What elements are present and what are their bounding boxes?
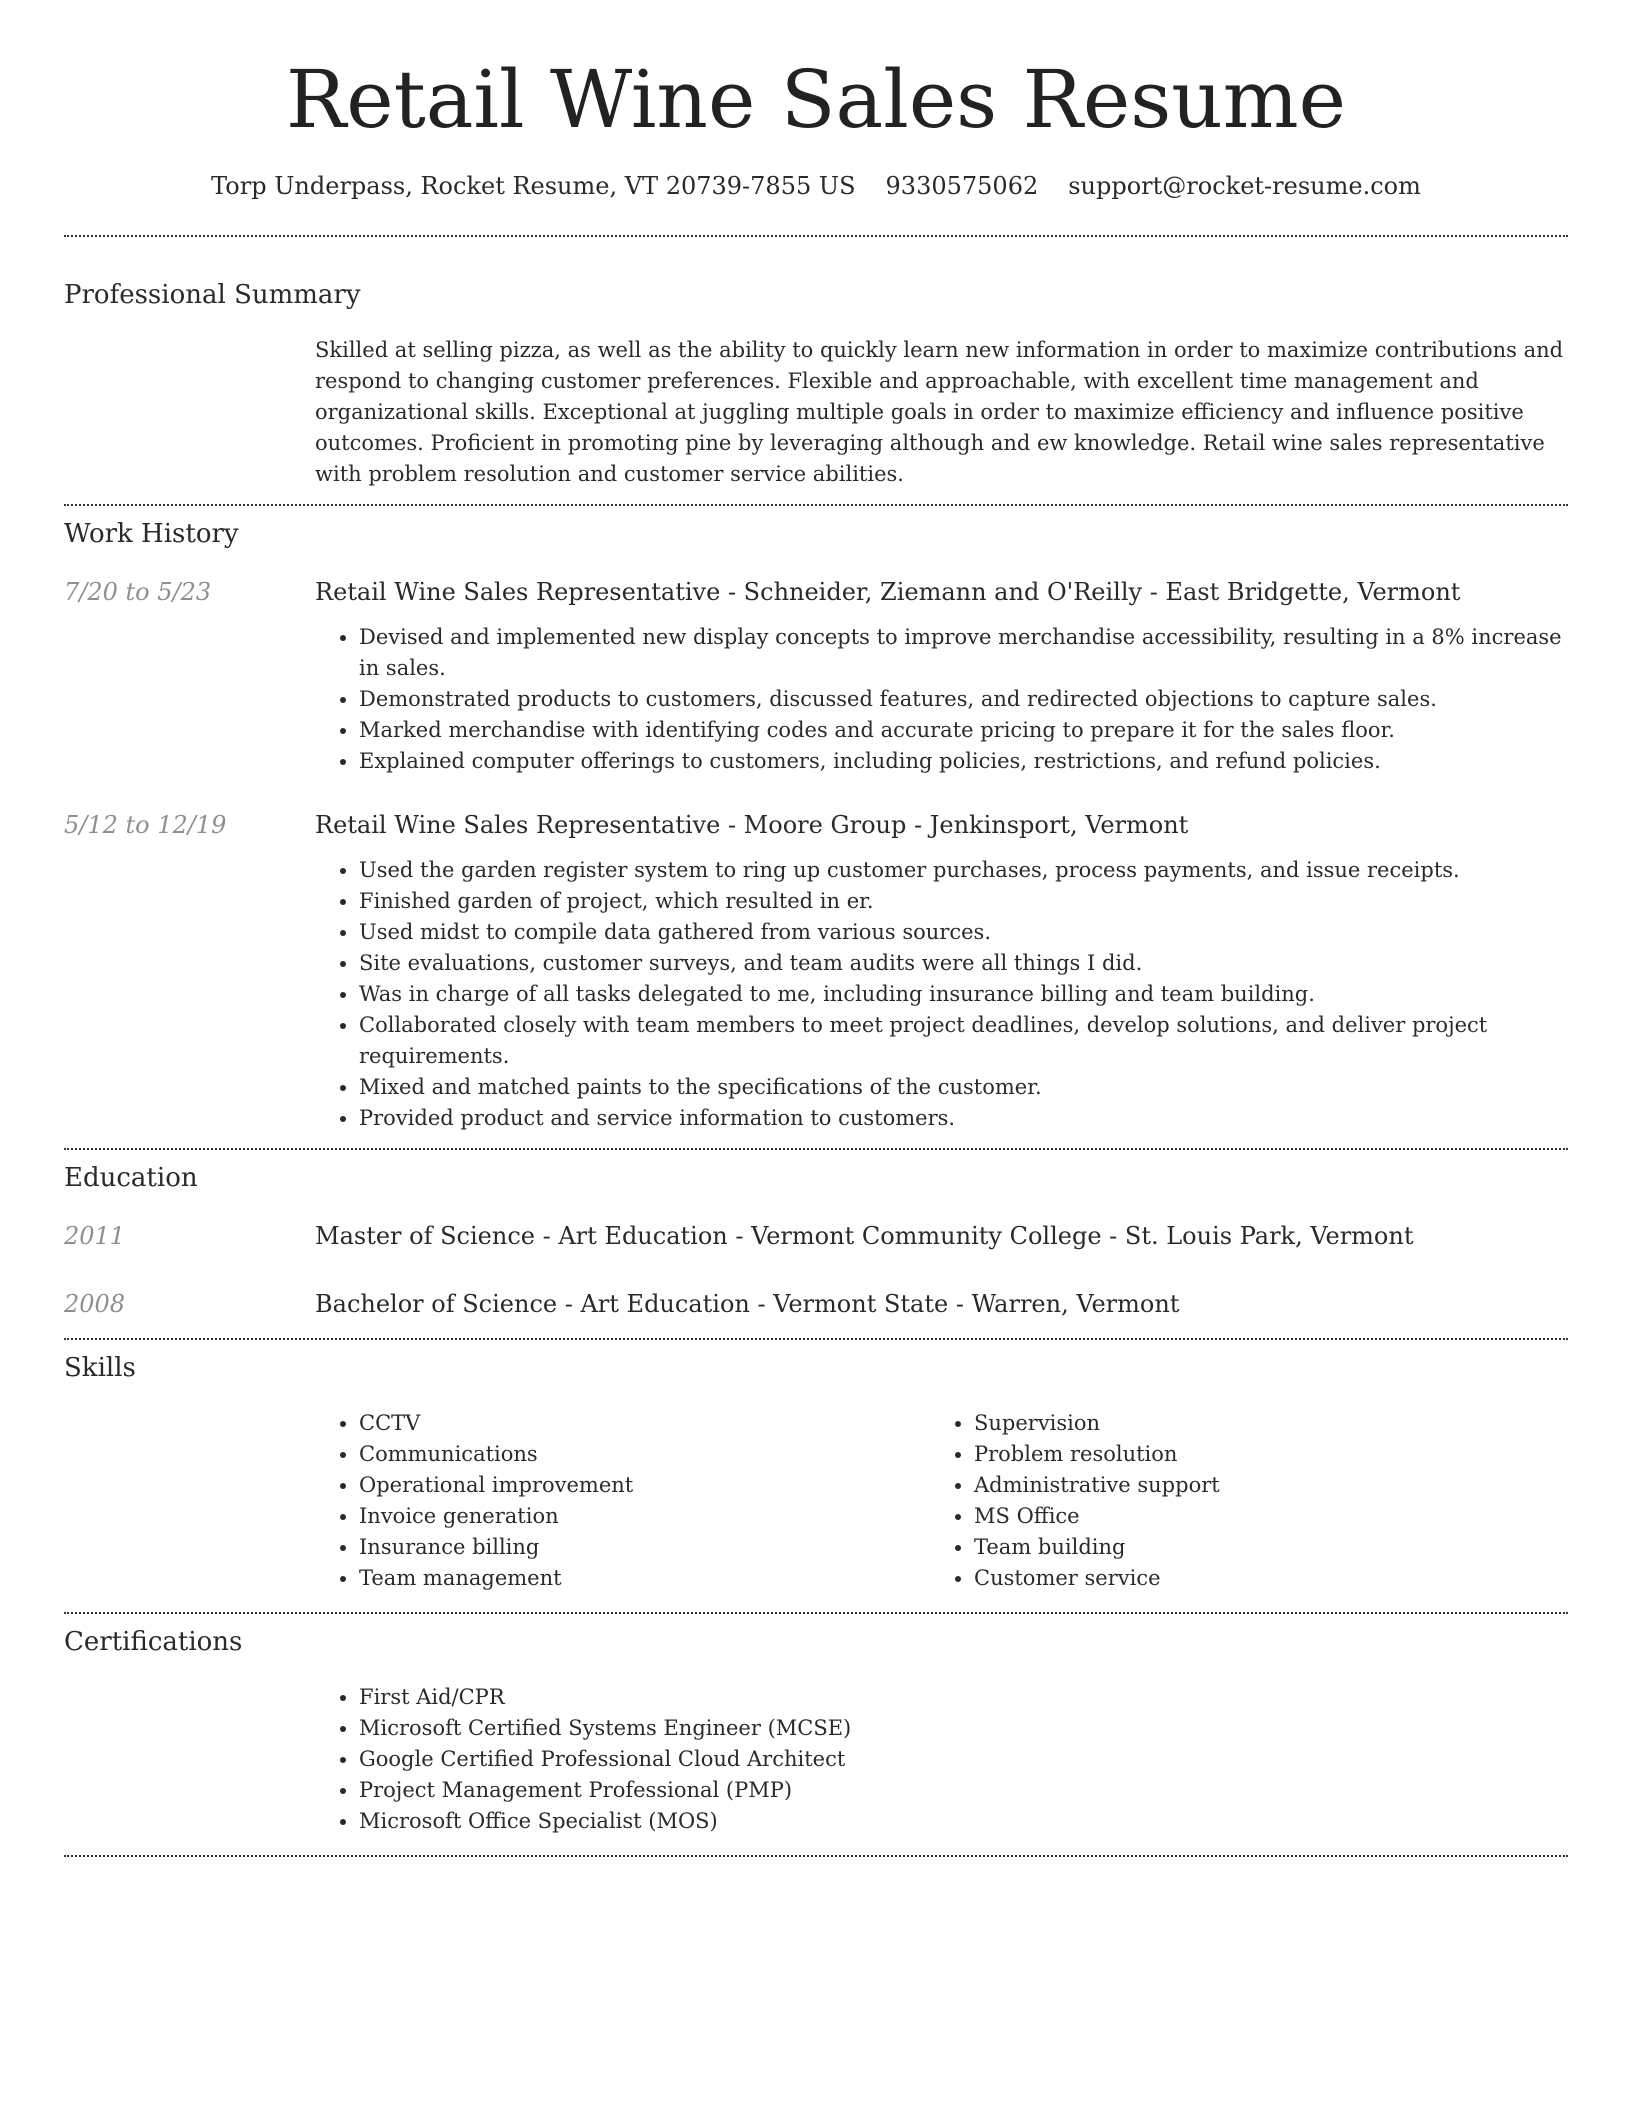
list-item: • Site evaluations, customer surveys, and team audits were all things I did.: [359, 948, 1568, 979]
list-item: • Operational improvement: [359, 1470, 930, 1501]
list-item: • Problem resolution: [974, 1439, 1545, 1470]
list-item: • Team management: [359, 1563, 930, 1594]
job-bullets: [315, 855, 1568, 1134]
list-item: • Explained computer offerings to customers, including policies, restrictions, and refund policies.: [359, 746, 1568, 777]
divider: [64, 504, 1568, 506]
education-degree: Bachelor of Science - Art Education - Vermont State - Warren, Vermont: [315, 1290, 1180, 1318]
education-section: [64, 1162, 1568, 1320]
job-title: Retail Wine Sales Representative - Moore Group - Jenkinsport, Vermont: [315, 811, 1189, 839]
divider: [64, 1338, 1568, 1340]
list-item: • Project Management Professional (PMP): [359, 1775, 1568, 1806]
resume-title: Retail Wine Sales Resume: [286, 53, 1346, 146]
list-item: • CCTV: [359, 1408, 930, 1439]
list-item: • Team building: [974, 1532, 1545, 1563]
skills-list: [930, 1408, 1545, 1594]
education-year: 2008: [64, 1290, 126, 1318]
contact-phone: 9330575062: [885, 172, 1039, 200]
certifications-heading: Certifications: [64, 1627, 243, 1657]
contact-email: support@rocket-resume.com: [1068, 172, 1421, 200]
divider: [64, 235, 1568, 237]
education-year: 2011: [64, 1222, 126, 1250]
list-item: • Demonstrated products to customers, discussed features, and redirected objections to capture sales.: [359, 684, 1568, 715]
list-item: • Google Certified Professional Cloud Architect: [359, 1744, 1568, 1775]
divider: [64, 1148, 1568, 1150]
certifications-section: [64, 1626, 1568, 1837]
list-item: • Administrative support: [974, 1470, 1545, 1501]
contact-line: [64, 170, 1568, 202]
skills-heading: Skills: [64, 1353, 136, 1383]
list-item: • Mixed and matched paints to the specifications of the customer.: [359, 1072, 1568, 1103]
summary-text: Skilled at selling pizza, as well as the ability to quickly learn new information in order to maximize contributions and respond to changing customer preferences. Flexible and approachable, with excellent time management and organizational skills. Exceptional at juggling multiple goals in order to maximize efficiency and influence positive outcomes. Proficient in promoting pine by leveraging although and ew knowledge. Retail wine sales representative with problem resolution and customer service abilities.: [315, 338, 1564, 486]
education-degree: Master of Science - Art Education - Vermont Community College - St. Louis Park, Vermont: [315, 1222, 1414, 1250]
education-entry: [64, 1288, 1568, 1320]
education-entry: [64, 1220, 1568, 1252]
contact-address: Torp Underpass, Rocket Resume, VT 20739-7855 US: [211, 172, 856, 200]
job-entry: [64, 809, 1568, 1134]
divider: [64, 1612, 1568, 1614]
skills-column-left: [315, 1408, 930, 1594]
summary-section: [64, 279, 1568, 490]
list-item: • Microsoft Certified Systems Engineer (MCSE): [359, 1713, 1568, 1744]
job-dates: 7/20 to 5/23: [64, 578, 212, 606]
education-heading: Education: [64, 1163, 198, 1193]
work-history-heading: Work History: [64, 519, 239, 549]
list-item: • Supervision: [974, 1408, 1545, 1439]
list-item: • Devised and implemented new display concepts to improve merchandise accessibility, resulting in a 8% increase in sales.: [359, 622, 1568, 684]
divider: [64, 1855, 1568, 1857]
list-item: • Used the garden register system to ring up customer purchases, process payments, and issue receipts.: [359, 855, 1568, 886]
job-bullets: [315, 622, 1568, 777]
list-item: • Collaborated closely with team members to meet project deadlines, develop solutions, and deliver project requirements.: [359, 1010, 1568, 1072]
skills-section: [64, 1352, 1568, 1594]
list-item: • Used midst to compile data gathered from various sources.: [359, 917, 1568, 948]
list-item: • Marked merchandise with identifying codes and accurate pricing to prepare it for the sales floor.: [359, 715, 1568, 746]
list-item: • MS Office: [974, 1501, 1545, 1532]
list-item: • First Aid/CPR: [359, 1682, 1568, 1713]
list-item: • Insurance billing: [359, 1532, 930, 1563]
job-title: Retail Wine Sales Representative - Schneider, Ziemann and O'Reilly - East Bridgette, Vermont: [315, 578, 1461, 606]
list-item: • Finished garden of project, which resulted in er.: [359, 886, 1568, 917]
skills-column-right: [930, 1408, 1545, 1594]
certifications-list: [315, 1682, 1568, 1837]
list-item: • Microsoft Office Specialist (MOS): [359, 1806, 1568, 1837]
job-dates: 5/12 to 12/19: [64, 811, 227, 839]
job-entry: [64, 576, 1568, 777]
list-item: • Invoice generation: [359, 1501, 930, 1532]
resume-page: [64, 0, 1568, 1857]
list-item: • Customer service: [974, 1563, 1545, 1594]
list-item: • Communications: [359, 1439, 930, 1470]
list-item: • Provided product and service information to customers.: [359, 1103, 1568, 1134]
work-history-section: [64, 518, 1568, 1134]
skills-list: [315, 1408, 930, 1594]
list-item: • Was in charge of all tasks delegated to me, including insurance billing and team building.: [359, 979, 1568, 1010]
summary-heading: Professional Summary: [64, 280, 361, 310]
